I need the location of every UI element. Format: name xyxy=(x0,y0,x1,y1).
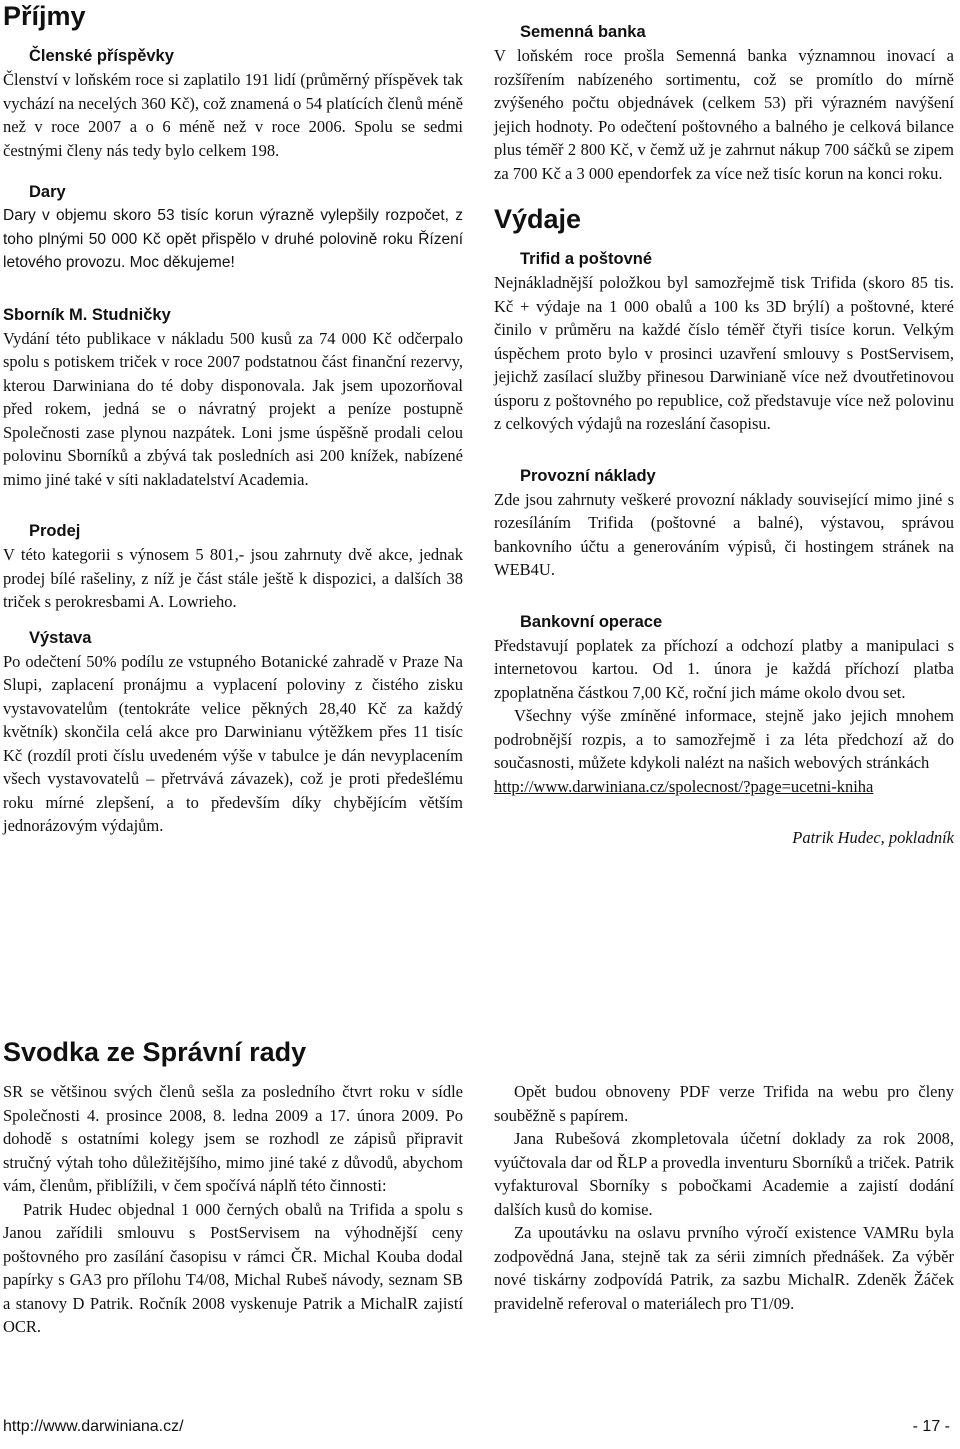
summary-paragraph: Opět budou obnoveny PDF verze Trifida na webu pro členy souběžně s papírem. xyxy=(494,1082,954,1125)
banking-title: Bankovní operace xyxy=(520,612,663,631)
page-number: - 17 - xyxy=(912,1418,950,1435)
banking-text: Představují poplatek za příchozí a odchozí platby a manipulaci s internetovou kartou. Od 1. února je každá příchozí platba zpoplatněna částkou 7,00 Kč, roční jich máme okolo dvou set. xyxy=(494,635,954,702)
exhibition-text: Po odečtení 50% podílu ze vstupného Botanické zahradě v Praze Na Slupi, zaplacení pronájmu a vyplacení poloviny z čistého zisku vystavovatelům (tentokráte velice pěkných 28,40 Kč za každý květník) skončila celá akce pro Darwinianu výtěžkem přes 11 tisíc Kč (rozdíl proti číslu uvedeném výše v tabulce je dán nevyplacením všech vystavovatelů – přetrvává závazek), což je proti předešlému roku mírné zlepšení, a to především díky chybějícím větším jednorázovým výdajům. xyxy=(3,651,463,835)
footer-url[interactable]: http://www.darwiniana.cz/ xyxy=(3,1418,184,1435)
accounting-book-link[interactable]: http://www.darwiniana.cz/spolecnost/?page=ucetni-kniha xyxy=(494,776,874,796)
seedbank-title: Semenná banka xyxy=(520,23,646,41)
income-column xyxy=(3,0,463,838)
gifts-text: Dary v objemu skoro 53 tisíc korun výrazně vylepšily rozpočet, z toho plnými 50 000 Kč opět přispělo v druhé polovině roku Řízení letového provozu. Moc děkujeme! xyxy=(3,207,463,271)
banking-text-continued: Všechny výše zmíněné informace, stejně jako jejich mnohem podrobnější rozpis, a to samozřejmě i za léta předchozí až do současnosti, můžete kdykoli nalézt na našich webových stránkách xyxy=(494,706,954,772)
income-heading: Příjmy xyxy=(3,1,86,31)
trifid-postage-title: Trifid a poštovné xyxy=(520,250,653,268)
expenses-column xyxy=(494,20,954,849)
summary-column-left xyxy=(3,1036,463,1339)
summary-column-right xyxy=(494,1080,954,1315)
exhibition-title: Výstava xyxy=(29,628,92,647)
gifts-title: Dary xyxy=(29,183,66,201)
expenses-heading: Výdaje xyxy=(494,204,582,234)
sales-title: Prodej xyxy=(29,522,81,540)
membership-fees-title: Členské příspěvky xyxy=(29,47,174,65)
summary-paragraph: Patrik Hudec objednal 1 000 černých obalů na Trifida a spolu s Janou zařídili smlouvu s PostServisem na výhodnější ceny poštovného pro zasílání časopisu v rámci ČR. Michal Kouba dodal papírky s GA3 pro přílohu T4/08, Michal Rubeš návody, seznam SB a stanovy D Patrik. Ročník 2008 vyskenuje Patrik a MichalR zajistí OCR. xyxy=(3,1199,463,1336)
summary-intro: SR se většinou svých členů sešla za posledního čtvrt roku v sídle Společnosti 4. prosince 2008, 8. ledna 2009 a 17. února 2009. Po dohodě s ostatními kolegy jsem se rozhodl ze zápisů připravit stručný výtah toho důležitějšího, mimo jiné také z důvodů, abychom vám, členům, přiblížili, v čem spočívá náplň této činnosti: xyxy=(3,1082,463,1195)
trifid-postage-text: Nejnákladnější položkou byl samozřejmě tisk Trifida (skoro 85 tis. Kč + výdaje na 1 000 obalů a 100 ks 3D brýlí) a poštovné, které činilo v průměru na každé číslo téměř čtyři tisíce korun. Velkým úspěchem proto bylo v prosinci uzavření smlouvy s PostServisem, jejichž zasílací služby přinesou Darwinianě více než dvoutřetinovou úsporu z poštovného po republice, což představuje více než polovinu z celkových výdajů na rozeslání časopisu. xyxy=(494,273,954,433)
treasurer-signature: Patrik Hudec, pokladník xyxy=(792,828,954,847)
seedbank-text: V loňském roce prošla Semenná banka významnou inovací a rozšířením nabízeného sortimentu, což se promítlo do mírně zvýšeného počtu objednávek (celkem 53) při výrazném navýšení jejich hodnoty. Po odečtení poštovného a balného je celková bilance plus téměř 2 800 Kč, v čemž už je zahrnut nákup 700 sáčků se zipem za 700 Kč a 3 000 ependorfek za více než tisíc korun na konci roku. xyxy=(494,46,954,183)
anthology-title: Sborník M. Studničky xyxy=(3,305,171,324)
operating-costs-text: Zde jsou zahrnuty veškeré provozní náklady související mimo jiné s rozesíláním Trifida (poštovné a balné), výstavou, správou bankovního účtu a generováním výpisů, či hostingem stránek na WEB4U. xyxy=(494,489,954,579)
summary-heading: Svodka ze Správní rady xyxy=(3,1037,307,1067)
summary-paragraph: Jana Rubešová zkompletovala účetní doklady za rok 2008, vyúčtovala dar od ŘLP a provedla inventuru Sborníků a triček. Patrik vyfakturoval Sborníky s pobočkami Academie a zajistí dodání dalších kusů do komise. xyxy=(494,1129,954,1219)
anthology-text: Vydání této publikace v nákladu 500 kusů za 74 000 Kč odčerpalo spolu s potiskem triček v roce 2007 podstatnou část finanční rezervy, kterou Darwiniana do té doby disponovala. Jak jsem upozorňoval před rokem, jedná se o návratný projekt a peníze postupně Společnosti zase plynou nazpátek. Loni jsme úspěšně prodali celou polovinu Sborníků a zbývá tak posledních asi 200 knížek, nabízené mimo jiné také v síti nakladatelství Academia. xyxy=(3,328,463,489)
operating-costs-title: Provozní náklady xyxy=(520,466,656,485)
sales-text: V této kategorii s výnosem 5 801,- jsou zahrnuty dvě akce, jednak prodej bílé rašeliny, z níž je část stále ještě k dispozici, a dalších 38 triček s perokresbami A. Lowrieho. xyxy=(3,545,463,611)
summary-paragraph: Za upoutávku na oslavu prvního výročí existence VAMRu byla zodpovědná Jana, stejně tak za sérii zimních přednášek. Za výběr nové tiskárny zodpovídá Patrik, za sazbu MichalR. Zdeněk Žáček pravidelně referoval o materiálech pro T1/09. xyxy=(494,1223,954,1313)
membership-fees-text: Členství v loňském roce si zaplatilo 191 lidí (průměrný příspěvek tak vychází na necelých 360 Kč), což znamená o 54 platících členů méně než v roce 2007 a o 6 méně než v roce 2006. Spolu se sedmi čestnými členy nás tedy bylo celkem 198. xyxy=(3,70,463,160)
